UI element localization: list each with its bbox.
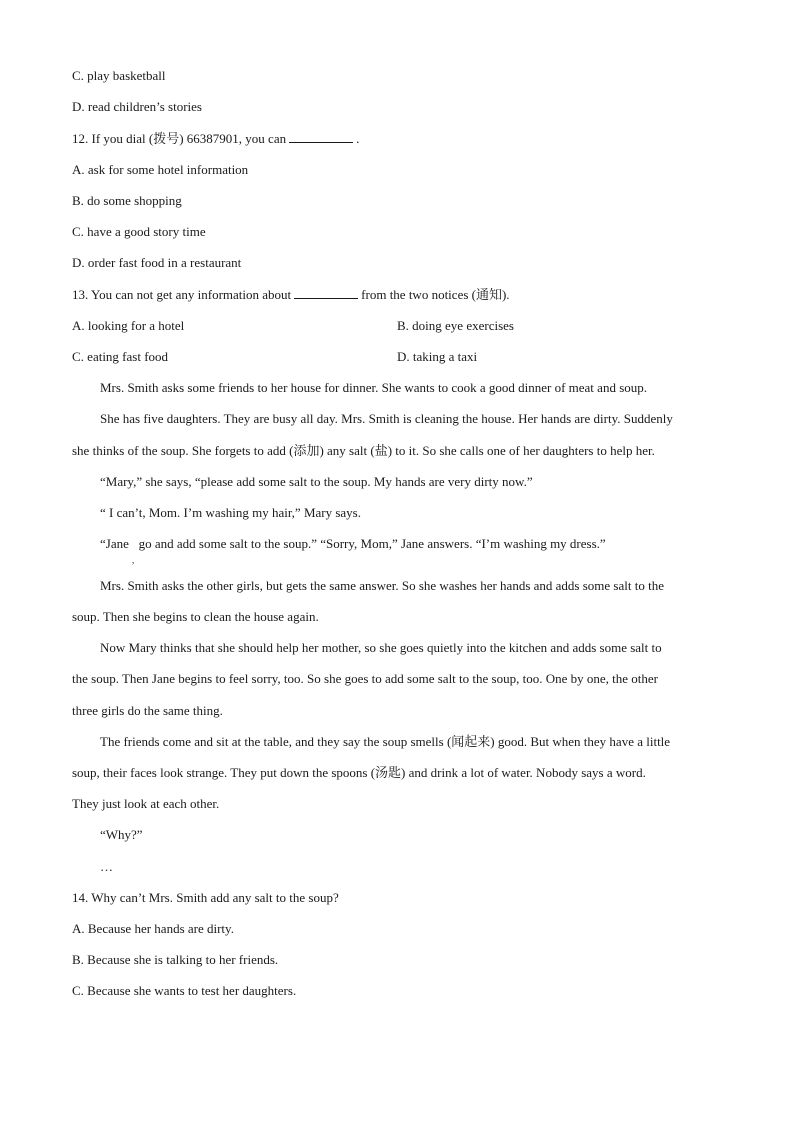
passage-paragraph-8-line-3: They just look at each other. xyxy=(72,796,220,811)
q13-option-a: A. looking for a hotel xyxy=(72,318,185,333)
q14-option-c: C. Because she wants to test her daughters. xyxy=(72,983,297,998)
passage-paragraph-2-line-2: she thinks of the soup. She forgets to add (添加) any salt (盐) to it. So she calls one of her daughters to help her. xyxy=(72,443,655,458)
q13-stem-end: from the two notices (通知). xyxy=(361,287,510,302)
passage-paragraph-3: “Mary,” she says, “please add some salt to the soup. My hands are very dirty now.” xyxy=(100,474,533,489)
q13-stem-text: 13. You can not get any information about xyxy=(72,287,292,302)
passage-paragraph-7-line-3: three girls do the same thing. xyxy=(72,703,223,718)
q11-option-d: D. read children’s stories xyxy=(72,99,202,114)
q12-stem-end: . xyxy=(356,131,360,146)
q12-stem-text: 12. If you dial (拨号) 66387901, you can xyxy=(72,131,287,146)
q14-stem: 14. Why can’t Mrs. Smith add any salt to the soup? xyxy=(72,890,339,905)
passage-paragraph-7-line-2: the soup. Then Jane begins to feel sorry, too. So she goes to add some salt to the soup, too. One by one, the other xyxy=(72,671,658,686)
q14-option-a: A. Because her hands are dirty. xyxy=(72,921,234,936)
passage-paragraph-9: “Why?” xyxy=(100,827,143,842)
passage-paragraph-7-line-1: Now Mary thinks that she should help her mother, so she goes quietly into the kitchen and adds some salt to xyxy=(100,640,662,655)
q14-option-b: B. Because she is talking to her friends. xyxy=(72,952,279,967)
passage-paragraph-2-line-1: She has five daughters. They are busy all day. Mrs. Smith is cleaning the house. Her hands are dirty. Suddenly xyxy=(100,411,673,426)
passage-paragraph-1: Mrs. Smith asks some friends to her house for dinner. She wants to cook a good dinner of meat and soup. xyxy=(100,380,647,395)
answer-blank xyxy=(294,287,358,299)
q12-option-c: C. have a good story time xyxy=(72,224,206,239)
passage-paragraph-4: “ I can’t, Mom. I’m washing my hair,” Mary says. xyxy=(100,505,361,520)
q11-option-c: C. play basketball xyxy=(72,68,166,83)
q13-stem xyxy=(72,287,510,303)
q12-stem xyxy=(72,131,359,147)
passage-paragraph-6-line-2: soup. Then she begins to clean the house again. xyxy=(72,609,319,624)
passage-paragraph-8-line-2: soup, their faces look strange. They put down the spoons (汤匙) and drink a lot of water. Nobody says a word. xyxy=(72,765,646,780)
passage-paragraph-6-line-1: Mrs. Smith asks the other girls, but gets the same answer. So she washes her hands and adds some salt to the xyxy=(100,578,664,593)
q12-option-b: B. do some shopping xyxy=(72,193,182,208)
q12-option-d: D. order fast food in a restaurant xyxy=(72,255,242,270)
q12-option-a: A. ask for some hotel information xyxy=(72,162,249,177)
comma-mark: , xyxy=(132,555,135,565)
passage-paragraph-8-line-1: The friends come and sit at the table, and they say the soup smells (闻起来) good. But when they have a little xyxy=(100,734,671,749)
passage-ellipsis: … xyxy=(100,859,113,874)
passage-paragraph-5: “Jane go and add some salt to the soup.” “Sorry, Mom,” Jane answers. “I’m washing my dress.” xyxy=(100,536,606,551)
q13-option-d: D. taking a taxi xyxy=(397,349,478,364)
q13-option-b: B. doing eye exercises xyxy=(397,318,514,333)
answer-blank xyxy=(289,131,353,143)
q13-option-c: C. eating fast food xyxy=(72,349,169,364)
